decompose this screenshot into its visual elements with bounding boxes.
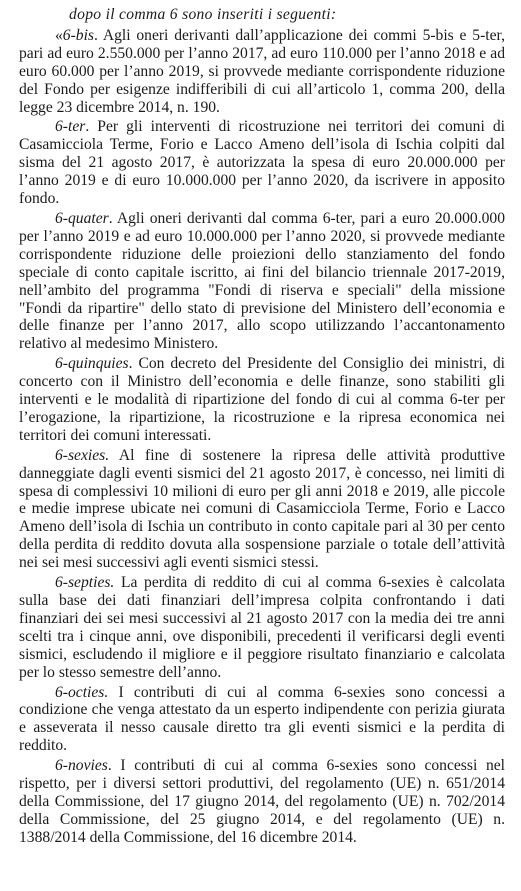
paragraph-6-octies <box>19 684 505 756</box>
paragraph-6-sexies <box>19 447 505 572</box>
paragraph-number: 6-sexies. <box>55 446 110 464</box>
paragraph-number: 6-novies <box>55 757 108 775</box>
paragraph-6-septies <box>19 574 505 681</box>
paragraph-prefix: « <box>55 26 63 44</box>
paragraph-number: 6-octies. <box>55 683 109 701</box>
intro-line: dopo il comma 6 sono inseriti i seguenti: <box>69 6 337 23</box>
paragraph-number: 6-quinquies <box>55 355 129 373</box>
paragraph-number: 6-bis <box>62 26 94 44</box>
paragraph-text: . Con decreto del Presidente del Consiglio dei ministri, di concerto con il Ministro dell’economia e delle finanze, sono stabiliti gli interventi e le modalità di ripartizione del fondo di cui al comma 6-ter per l’erogazione, la ripartizione, la ricostruzione e la ripresa economica nei territori dei comuni interessati. <box>19 355 505 444</box>
paragraph-6-quinquies <box>19 355 505 445</box>
paragraph-6-novies <box>19 757 505 847</box>
paragraph-number: 6-septies. <box>55 574 115 592</box>
paragraph-text: I contributi di cui al comma 6-sexies sono concessi a condizione che venga attestato da un esperto indipendente con perizia giurata e asseverata il nesso causale diretto tra gli eventi sismici e la perdita di reddito. <box>19 683 505 755</box>
paragraph-text: . Agli oneri derivanti dal comma 6-ter, pari a euro 20.000.000 per l’anno 2019 e ad euro 10.000.000 per l’anno 2020, si provvede mediante corrispondente riduzione delle proiezioni dello stanziamento del fondo speciale di conto capitale iscritto, ai fini del bilancio triennale 2017-2019, nell’ambito del programma "Fondi di riserva e speciali" della missione "Fondi da ripartire" dello stato di previsione del Ministero dell’economia e delle finanze per l’anno 2017, allo scopo utilizzando l’accantonamento relativo al medesimo Ministero. <box>19 209 505 353</box>
paragraph-6-ter <box>19 118 505 208</box>
paragraph-text: . Agli oneri derivanti dall’applicazione dei commi 5-bis e 5-ter, pari ad euro 2.550.000 per l’anno 2017, ad euro 110.000 per l’anno 2018 e ad euro 60.000 per l’anno 2019, si provvede mediante corrispondente riduzione del Fondo per esigenze indifferibili di cui all’articolo 1, comma 200, della legge 23 dicembre 2014, n. 190. <box>19 26 505 116</box>
paragraph-6-bis <box>19 27 505 117</box>
paragraph-number: 6-ter <box>55 118 86 136</box>
paragraph-text: . Per gli interventi di ricostruzione nei territori dei comuni di Casamicciola Terme, Forio e Lacco Ameno dell’isola di Ischia colpiti dal sisma del 21 agosto 2017, è autorizzata la spesa di euro 20.000.000 per l’anno 2019 e di euro 10.000.000 per l’anno 2020, da iscrivere in apposito fondo. <box>19 118 505 208</box>
paragraph-text: . I contributi di cui al comma 6-sexies sono concessi nel rispetto, per i diversi settori produttivi, del regolamento (UE) n. 651/2014 della Commissione, del 17 giugno 2014, del regolamento (UE) n. 702/2014 della Commissione, del 25 giugno 2014, e del regolamento (UE) n. 1388/2014 della Commissione, del 16 dicembre 2014. <box>19 757 505 846</box>
paragraph-number: 6-quater <box>55 209 109 227</box>
paragraph-6-quater <box>19 210 505 353</box>
paragraph-text: La perdita di reddito di cui al comma 6-sexies è calcolata sulla base dei dati finanziari dell’impresa colpita confrontando i dati finanziari dei sei mesi successivi al 21 agosto 2017 con la media dei tre anni scelti tra i cinque anni, ove disponibili, precedenti il verificarsi degli eventi sismici, escludendo il migliore e il peggiore risultato finanziario e calcolata per lo stesso semestre dell’anno. <box>19 574 505 681</box>
paragraph-text: Al fine di sostenere la ripresa delle attività produttive danneggiate dagli eventi sismici del 21 agosto 2017, è concesso, nei limiti di spesa di complessivi 10 milioni di euro per gli anni 2018 e 2019, alle piccole e medie imprese ubicate nei comuni di Casamicciola Terme, Forio e Lacco Ameno dell’isola di Ischia un contributo in conto capitale pari al 30 per cento della perdita di reddito dovuta alla sospensione parziale o totale dell’attività nei sei mesi successivi agli eventi sismici stessi. <box>19 446 505 572</box>
